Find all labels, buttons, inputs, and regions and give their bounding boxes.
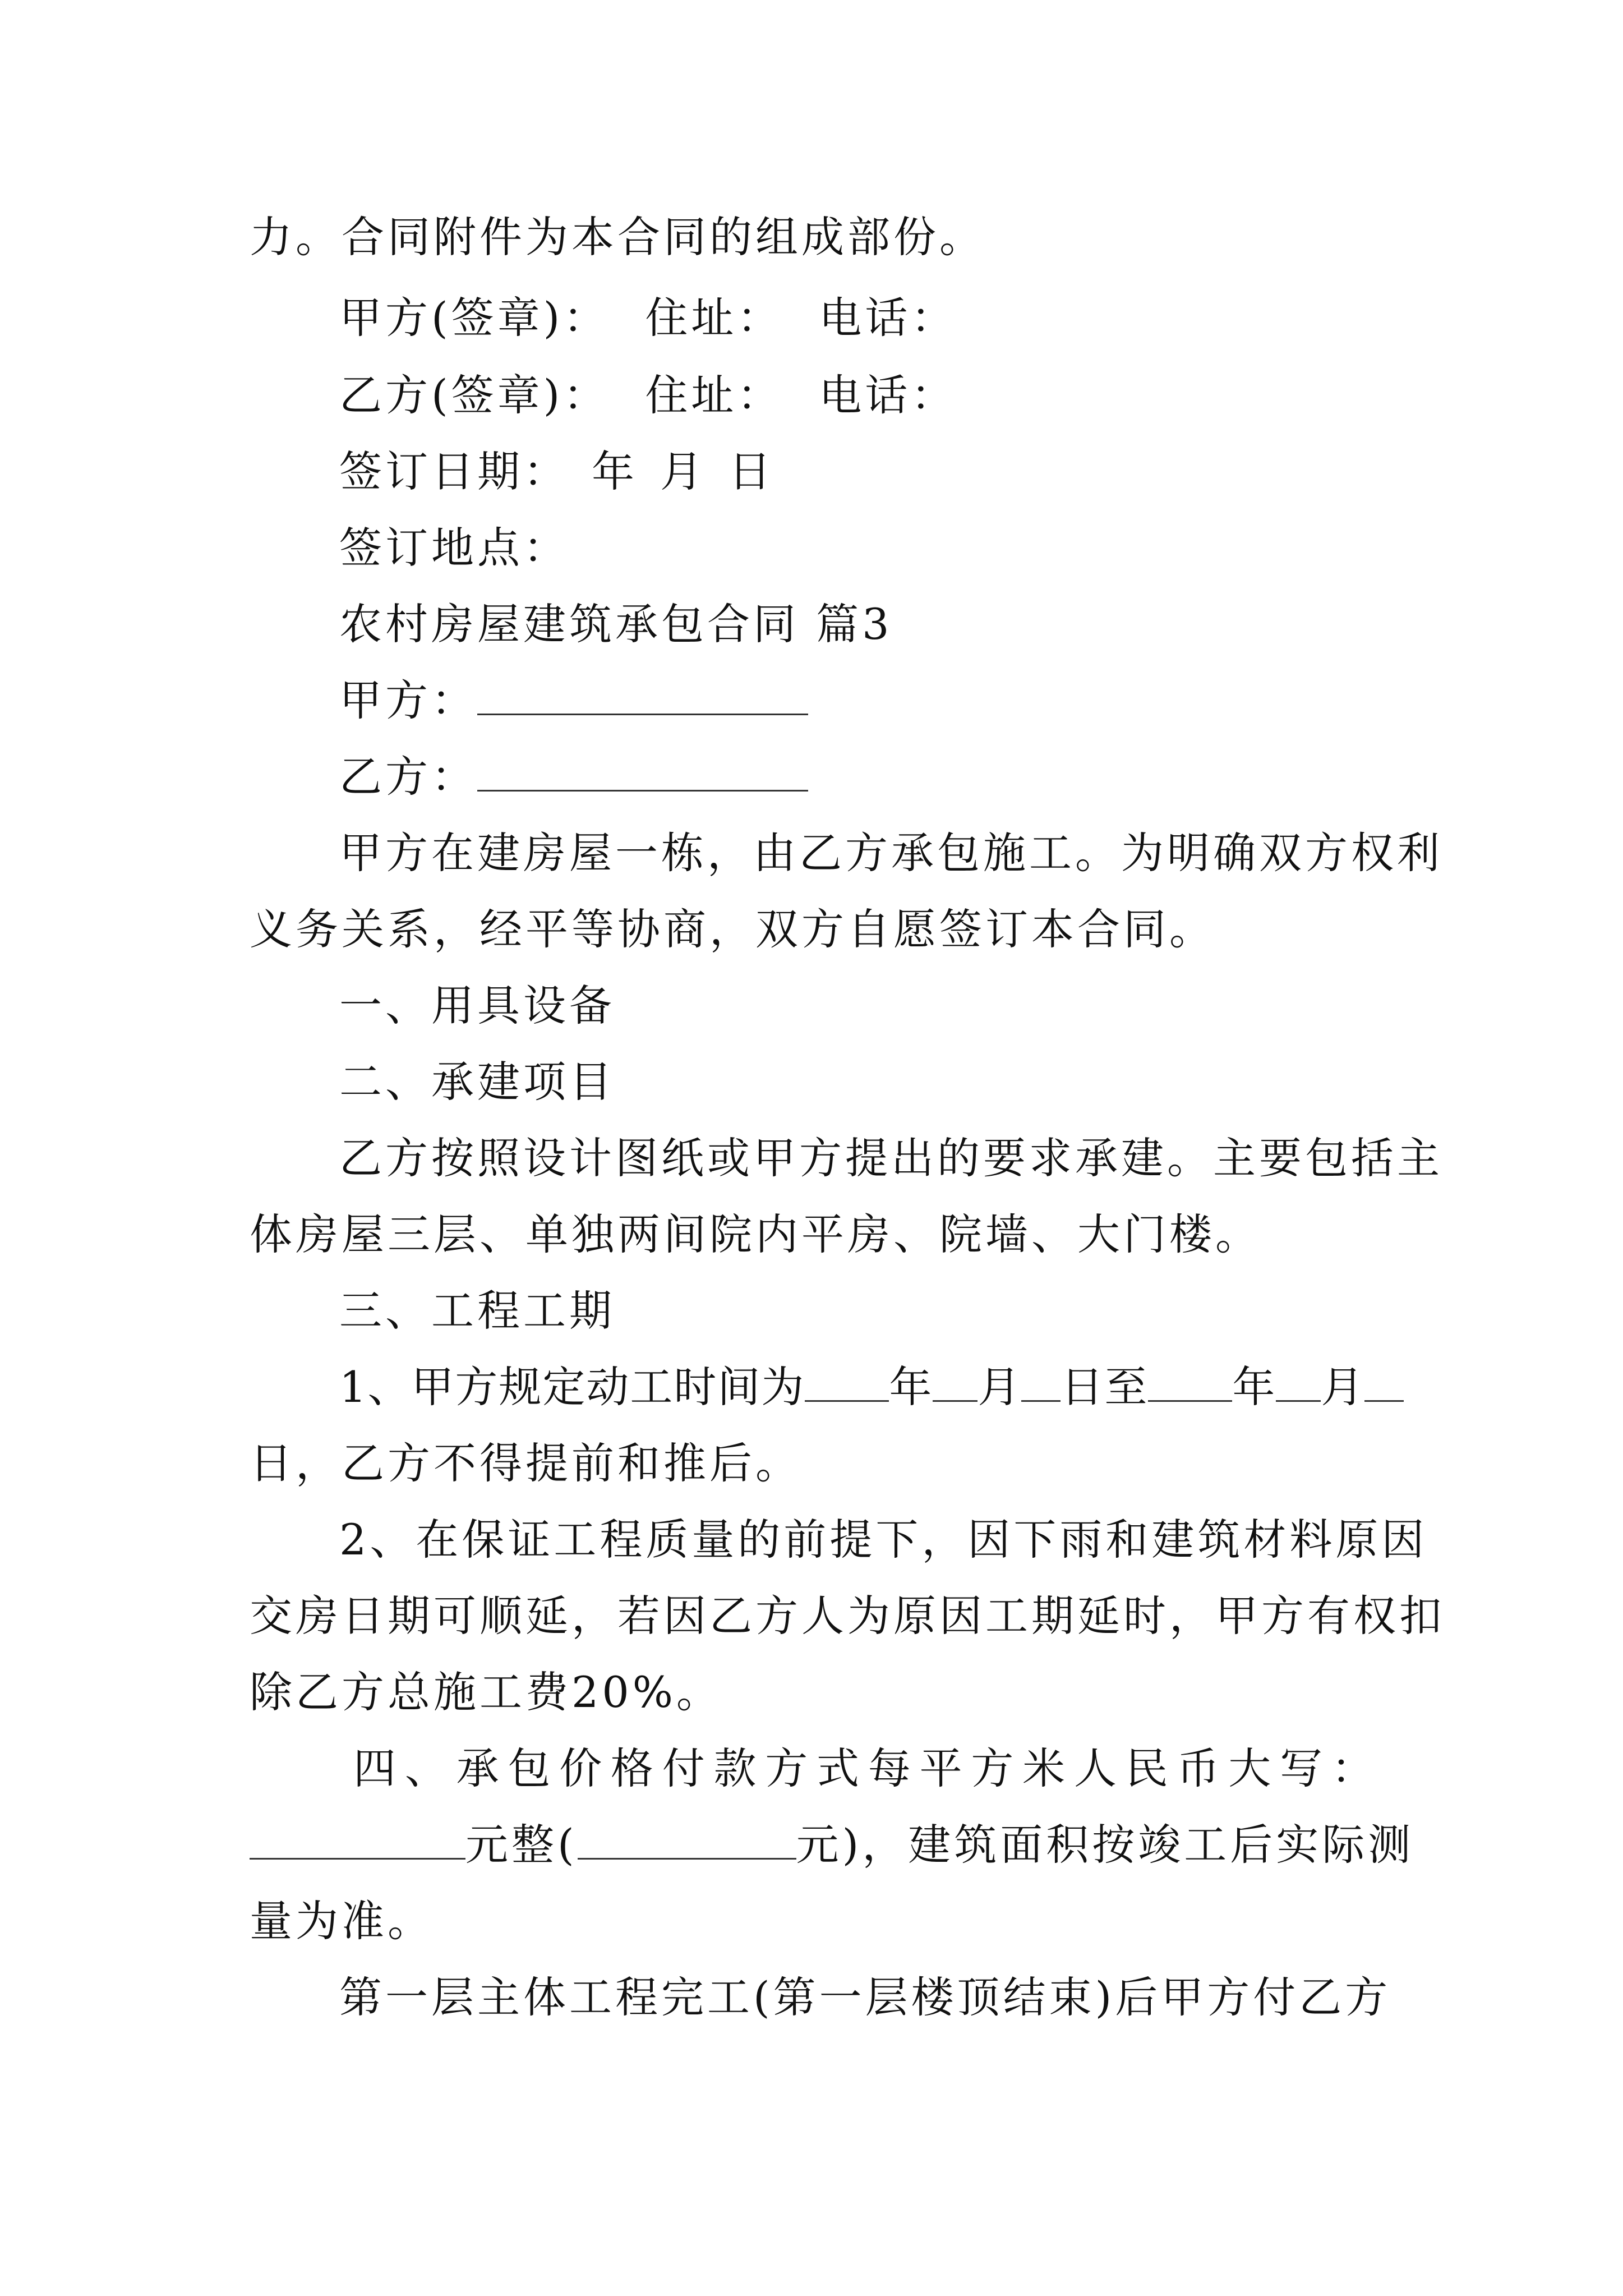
year-label: 年 (889, 1362, 933, 1412)
text-line (250, 1896, 1388, 1947)
sign-place-label: 签订地点： (339, 523, 569, 573)
party-b-line (339, 752, 1478, 802)
paragraph-text: 日，乙方不得提前和推后。 (250, 1438, 801, 1488)
char: 、 (404, 1743, 448, 1793)
char: 格 (610, 1743, 653, 1793)
party-b-signature-line (339, 370, 1478, 421)
day-label: 日 (728, 447, 774, 496)
year-blank (1148, 1365, 1232, 1402)
text-line (339, 1972, 1478, 2023)
paragraph-text: 力。合同附件为本合同的组成部份。 (250, 212, 985, 262)
sign-date-label: 签订日期： (339, 447, 569, 496)
clause-heading (339, 1286, 1478, 1336)
year-blank (805, 1365, 889, 1402)
year-label: 年 (1232, 1362, 1276, 1412)
year-label: 年 (592, 447, 638, 496)
heading-equipment: 一、用具设备 (339, 981, 615, 1030)
char: 写 (1280, 1743, 1323, 1793)
paragraph-text: 交房日期可顺延，若因乙方人为原因工期延时，甲方有权扣 (250, 1591, 1445, 1641)
paragraph-text: 乙方按照设计图纸或甲方提出的要求承建。主要包括主 (339, 1133, 1443, 1183)
party-b-signature-label: 乙方(签章)： (339, 370, 610, 420)
paragraph-text: 量为准。 (250, 1896, 434, 1946)
party-a-line (339, 675, 1478, 726)
month-blank (933, 1365, 978, 1402)
char: 大 (1228, 1743, 1271, 1793)
paragraph-text: 第一层主体工程完工(第一层楼顶结束)后甲方付乙方 (339, 1972, 1391, 2022)
paragraph-text: 体房屋三层、单独两间院内平房、院墙、大门楼。 (250, 1209, 1261, 1259)
char: 付 (662, 1743, 705, 1793)
char: 方 (971, 1743, 1014, 1793)
sign-date-line (339, 447, 1478, 497)
sign-place-line (339, 523, 1478, 573)
clause-heading (339, 1057, 1478, 1107)
party-a-signature-line (339, 293, 1478, 343)
party-a-signature-label: 甲方(签章)： (339, 293, 610, 343)
char: 式 (817, 1743, 860, 1793)
paragraph-text: 元)，建筑面积按竣工后实际测 (796, 1820, 1414, 1870)
char: 平 (919, 1743, 962, 1793)
char: 人 (1073, 1743, 1117, 1793)
char: 民 (1125, 1743, 1168, 1793)
phone-label: 电话： (819, 370, 957, 420)
paragraph-text: 2、在保证工程质量的前提下，因下雨和建筑材料原因 (339, 1515, 1428, 1565)
day-blank (1364, 1365, 1404, 1402)
contract-title: 农村房屋建筑承包合同 篇3 (339, 599, 893, 649)
char: 米 (1022, 1743, 1066, 1793)
day-to-label: 日至 (1061, 1362, 1149, 1412)
clause-heading (339, 981, 1478, 1031)
text-line (250, 1667, 1388, 1718)
month-blank (1276, 1365, 1321, 1402)
price-heading-line (353, 1743, 1374, 1794)
text-line (339, 828, 1443, 878)
text-line (250, 1438, 1388, 1489)
month-label: 月 (660, 447, 706, 496)
amount-number-blank (578, 1823, 796, 1860)
char: 每 (868, 1743, 911, 1793)
char: 价 (559, 1743, 602, 1793)
party-a-blank (477, 679, 808, 715)
party-a-label: 甲方： (339, 675, 477, 725)
paragraph-text: 除乙方总施工费20%。 (250, 1667, 722, 1717)
address-label: 住址： (645, 293, 783, 343)
paragraph-text: 甲方在建房屋一栋，由乙方承包施工。为明确双方权利 (339, 828, 1443, 878)
paragraph-text: 1、甲方规定动工时间为 (339, 1362, 805, 1412)
text-line (339, 1515, 1478, 1565)
section-title (339, 599, 1478, 650)
heading-project: 二、承建项目 (339, 1057, 615, 1107)
text-line (250, 212, 1388, 263)
text-line (250, 1591, 1445, 1641)
paragraph-text: 元整( (465, 1820, 578, 1870)
text-line (250, 904, 1388, 955)
price-amount-line (250, 1820, 1414, 1870)
day-blank (1021, 1365, 1061, 1402)
char: 币 (1177, 1743, 1220, 1793)
schedule-date-line (339, 1362, 1478, 1412)
char: 四 (353, 1743, 396, 1793)
char: 款 (713, 1743, 757, 1793)
char: 包 (508, 1743, 551, 1793)
heading-schedule: 三、工程工期 (339, 1286, 615, 1336)
month-label: 月 (1321, 1362, 1365, 1412)
char: 方 (765, 1743, 808, 1793)
char: ： (1331, 1743, 1374, 1793)
phone-label: 电话： (819, 293, 957, 343)
address-label: 住址： (645, 370, 783, 420)
paragraph-text: 义务关系，经平等协商，双方自愿签订本合同。 (250, 904, 1215, 954)
text-line (250, 1209, 1388, 1260)
party-b-blank (477, 755, 808, 792)
text-line (339, 1133, 1478, 1184)
month-label: 月 (978, 1362, 1022, 1412)
party-b-label: 乙方： (339, 752, 477, 802)
amount-words-blank (250, 1823, 465, 1860)
char: 承 (456, 1743, 499, 1793)
